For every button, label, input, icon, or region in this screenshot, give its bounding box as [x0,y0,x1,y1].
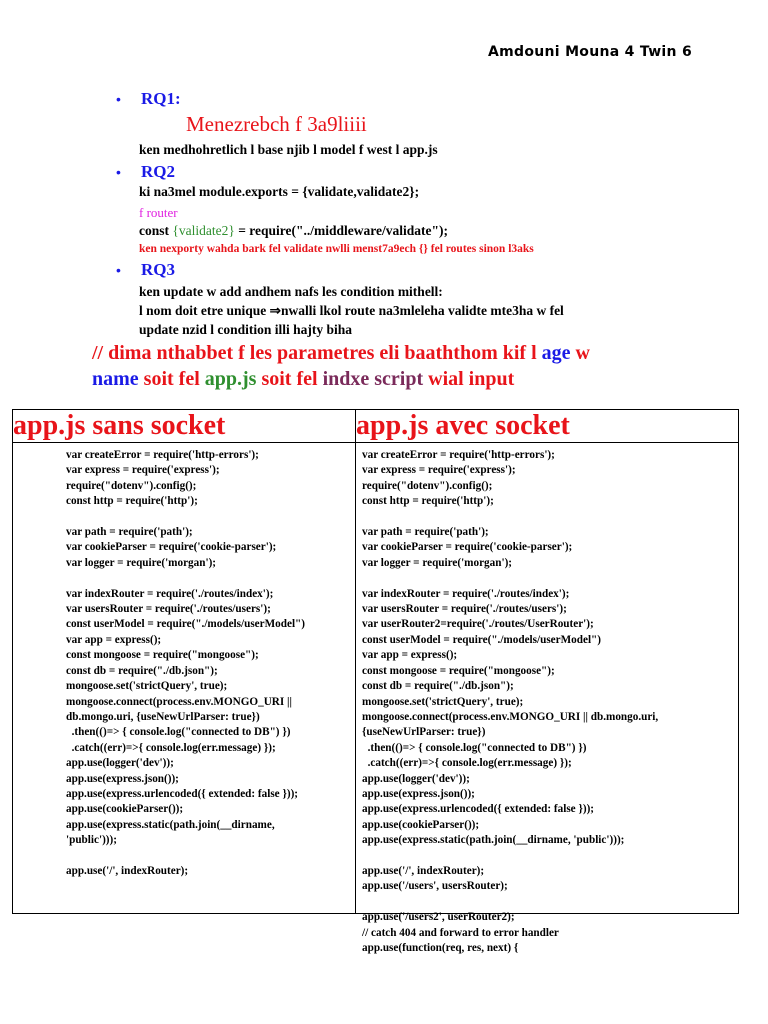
rq2-router-label: f router [139,205,178,220]
rq3-title: RQ3 [141,260,175,279]
code-comparison-table [12,409,739,954]
rq2-line1: ki na3mel module.exports = {validate,validate2}; [139,184,420,199]
comment-appjs: app.js [204,368,257,390]
left-code: var createError = require('http-errors'); var express = require('express'); require("dotenv").config(); const http = require('http'); var path = require('path'); var cookieParser = require('cookie-parser'); var logger = require('morgan'); var indexRouter = require('./routes/index'); var usersRouter = require('./routes/users'); const userModel = require("./models/userModel") var app = express(); const mongoose = require("mongoose"); const db = require("./db.json"); mongoose.set('strictQuery', true); mongoose.connect(process.env.MONGO_URI || db.mongo.uri, {useNewUrlParser: true}) .then(()=> { console.log("connected to DB") }) .catch((err)=>{ console.log(err.message) }); app.use(logger('dev')); app.use(express.json()); app.use(express.urlencoded({ extended: false })); app.use(cookieParser()); app.use(express.static(path.join(__dirname, 'public'))); app.use('/', indexRouter); [66,449,305,877]
rq2-line3: const {validate2} = require("../middleware/validate"); [139,223,448,238]
rq2-note: ken nexporty wahda bark fel validate nwlli menst7a9ech {} fel routes sinon l3aks [139,243,534,255]
comment-index-script: indxe script [322,368,424,390]
table-code-row [13,443,739,914]
rq3-line3: update nzid l condition illi hajty biha [139,322,353,337]
rq2-validate2: {validate2} [172,223,235,238]
rq1-text: ken medhohretlich l base njib l model f west l app.js [139,142,438,157]
table-header-row [13,410,739,443]
rq1-title: RQ1: [141,89,181,108]
comment-age: age [541,342,571,364]
rq2-title: RQ2 [141,162,175,181]
comment-name: name [92,368,139,390]
author-header: Amdouni Mouna 4 Twin 6 [488,44,693,60]
right-code-cell [356,443,739,954]
left-header: app.js sans socket [13,410,356,443]
rq1-highlight: Menezrebch f 3a9liiii [186,112,367,136]
right-code: var createError = require('http-errors'); var express = require('express'); require("dotenv").config(); const http = require('http'); var path = require('path'); var cookieParser = require('cookie-parser'); var logger = require('morgan'); var indexRouter = require('./routes/index'); var usersRouter = require('./routes/users'); var userRouter2=require('./routes/UserRouter'); const userModel = require("./models/userModel") var app = express(); const mongoose = require("mongoose"); const db = require("./db.json"); mongoose.set('strictQuery', true); mongoose.connect(process.env.MONGO_URI || db.mongo.uri, {useNewUrlParser: true}) .then(()=> { console.log("connected to DB") }) .catch((err)=>{ console.log(err.message) }); app.use(logger('dev')); app.use(express.json()); app.use(express.urlencoded({ extended: false })); app.use(cookieParser()); app.use(express.static(path.join(__dirname, 'public'))); app.use('/', indexRouter); app.use('/users', usersRouter); app.use('/users2', userRouter2); // catch 404 and forward to error handler app.use(function(req, res, next) { [362,449,659,954]
right-header: app.js avec socket [356,410,739,443]
comment-line1: // dima nthabbet f les parametres eli baaththom kif l age w [92,342,590,364]
rq2-bullet: • [116,164,121,180]
rq3-bullet: • [116,262,121,278]
rq3-line1: ken update w add andhem nafs les condition mithell: [139,284,443,299]
left-code-cell [13,443,356,914]
comment-line2: name soit fel app.js soit fel indxe script wial input [92,368,515,390]
rq3-line2: l nom doit etre unique ⇒nwalli lkol route na3mleleha validte mte3ha w fel [139,303,564,318]
rq1-bullet: • [116,91,121,107]
